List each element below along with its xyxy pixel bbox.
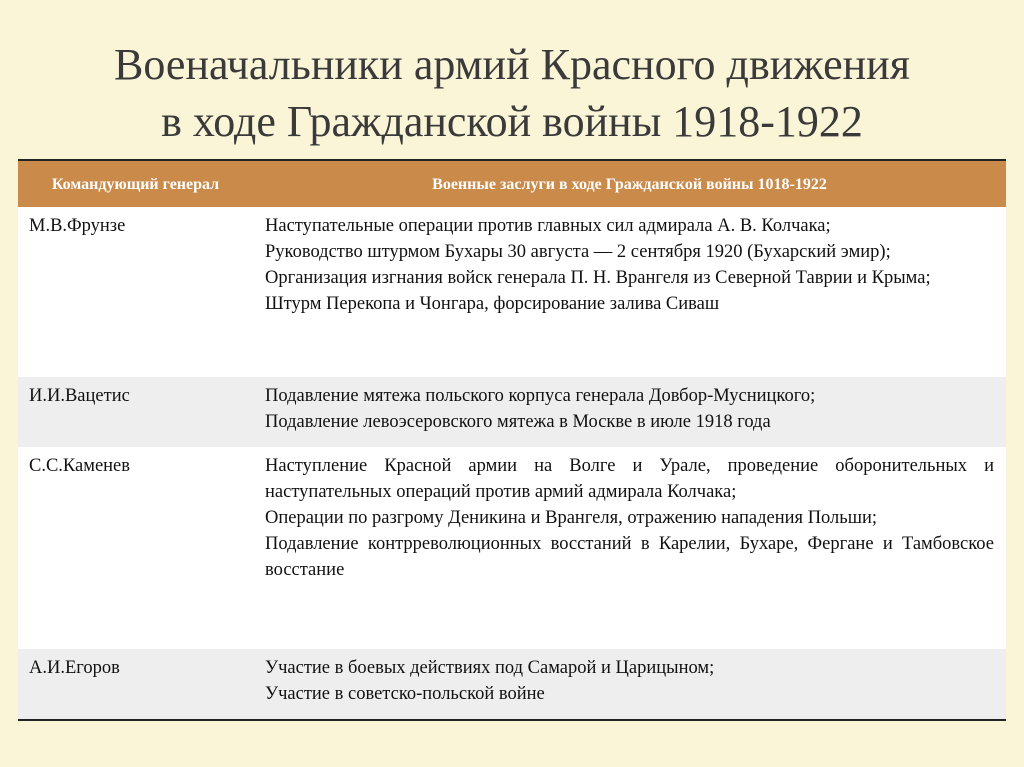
slide-title xyxy=(0,36,1024,150)
merit-item: Участие в советско-польской войне xyxy=(265,684,545,704)
merit-item: Участие в боевых действиях под Самарой и Царицыном; xyxy=(265,658,715,678)
table-header-row xyxy=(18,161,1006,207)
title-line-2: в ходе Гражданской войны 1918-1922 xyxy=(161,97,863,146)
commander-merits xyxy=(253,377,1006,447)
title-line-1: Военачальники армий Красного движения xyxy=(114,40,910,89)
commander-merits xyxy=(253,447,1006,649)
merit-item: Наступление Красной армии на Волге и Урале, проведение оборонительных и наступательных операций против армий адмирала Колчака; xyxy=(265,456,994,502)
table-row xyxy=(18,377,1006,447)
table-row xyxy=(18,649,1006,719)
commander-merits xyxy=(253,207,1006,377)
table-row xyxy=(18,447,1006,649)
header-merits: Военные заслуги в ходе Гражданской войны 1018-1922 xyxy=(253,161,1006,207)
commander-name: А.И.Егоров xyxy=(18,649,253,719)
merit-item: Наступательные операции против главных сил адмирала А. В. Колчака; xyxy=(265,216,831,236)
table-row xyxy=(18,207,1006,377)
commander-name: И.И.Вацетис xyxy=(18,377,253,447)
header-commander: Командующий генерал xyxy=(18,161,253,207)
merit-item: Операции по разгрому Деникина и Врангеля, отражению нападения Польши; xyxy=(265,508,878,528)
merit-item: Подавление левоэсеровского мятежа в Москве в июле 1918 года xyxy=(265,412,771,432)
merit-item: Руководство штурмом Бухары 30 августа — 2 сентября 1920 (Бухарский эмир); xyxy=(265,242,891,262)
merit-item: Штурм Перекопа и Чонгара, форсирование залива Сиваш xyxy=(265,294,720,314)
merit-item: Подавление контрреволюционных восстаний в Карелии, Бухаре, Фергане и Тамбовское восстание xyxy=(265,534,994,580)
commander-merits xyxy=(253,649,1006,719)
commander-name: С.С.Каменев xyxy=(18,447,253,649)
merit-item: Организация изгнания войск генерала П. Н. Врангеля из Северной Таврии и Крыма; xyxy=(265,268,931,288)
commanders-table xyxy=(18,159,1006,721)
merit-item: Подавление мятежа польского корпуса генерала Довбор-Мусницкого; xyxy=(265,386,816,406)
commander-name: М.В.Фрунзе xyxy=(18,207,253,377)
